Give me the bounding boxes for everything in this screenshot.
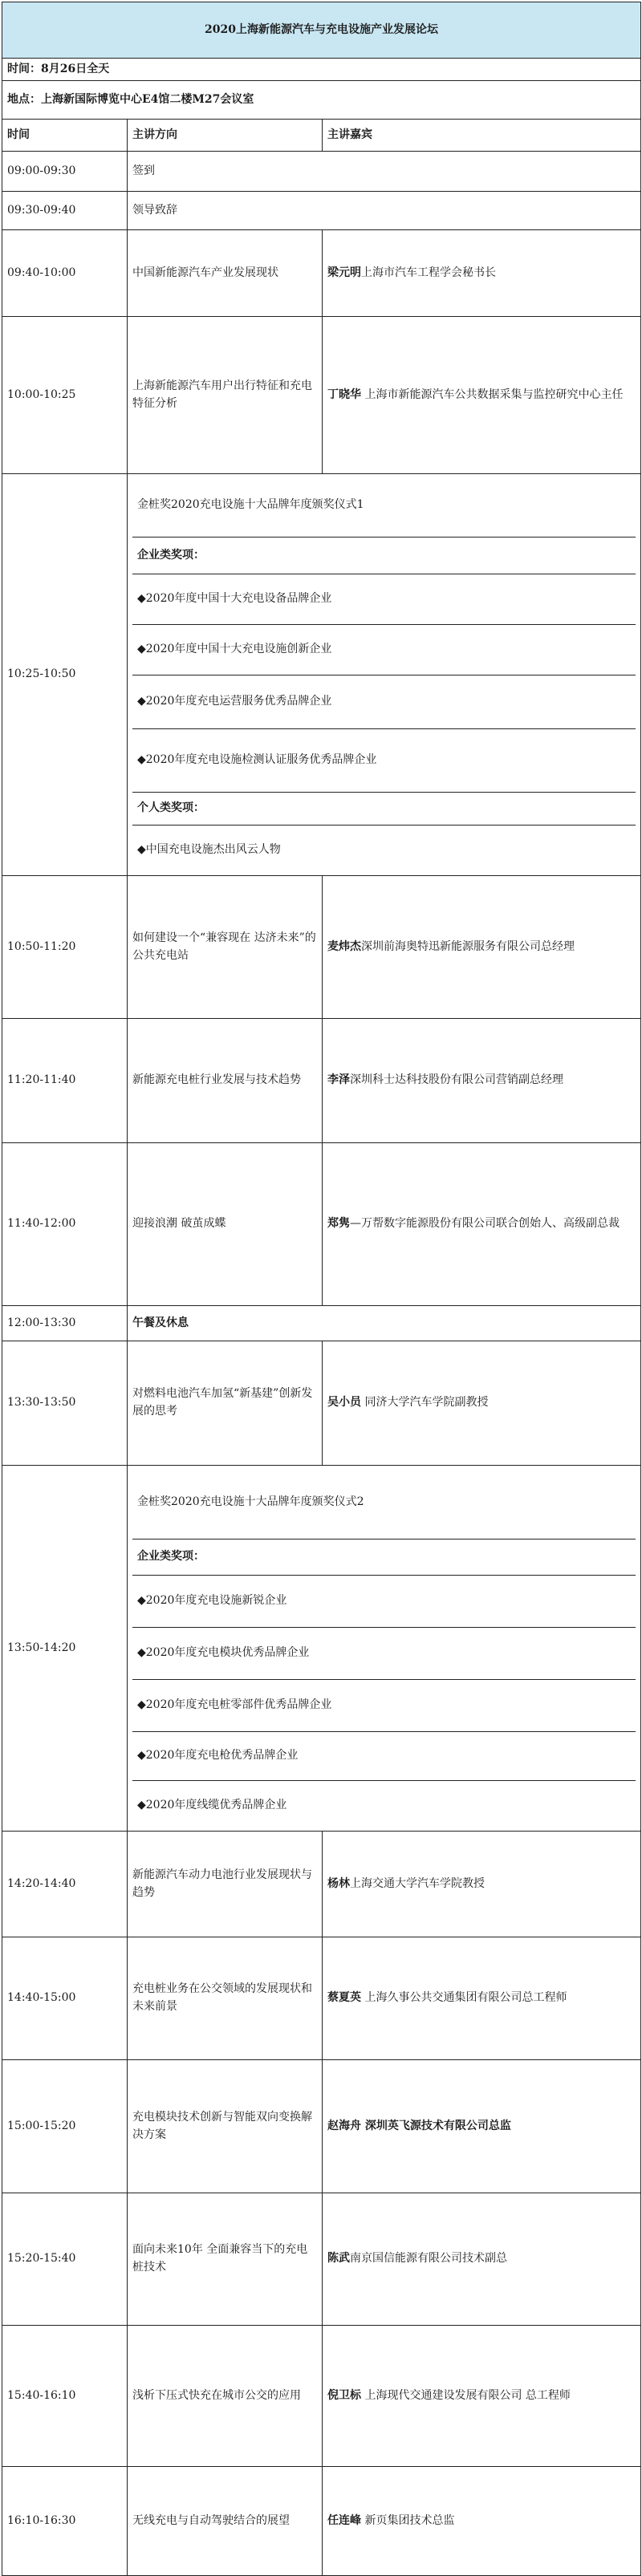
slot-topic: 新能源充电桩行业发展与技术趋势 (128, 1019, 323, 1143)
slot-topic: 中国新能源汽车产业发展现状 (128, 230, 323, 317)
speaker-name: 麦炜杰 (327, 939, 361, 953)
speaker-name: 吴小员 (327, 1396, 361, 1410)
award-ceremony-2 (128, 1466, 641, 1832)
speaker-name: 郑隽 (327, 1217, 350, 1231)
ceremony-title: 金桩奖2020充电设施十大品牌年度颁奖仪式2 (132, 1466, 636, 1540)
slot-time: 10:00-10:25 (2, 317, 128, 474)
table-row (2, 1341, 641, 1466)
award-ceremony-1 (128, 474, 641, 876)
award-item: ◆2020年度充电运营服务优秀品牌企业 (132, 675, 636, 729)
event-time: 时间：8月26日全天 (2, 59, 641, 81)
venue-info-row (2, 81, 641, 120)
forum-title: 2020上海新能源汽车与充电设施产业发展论坛 (2, 2, 641, 59)
title-row (2, 2, 641, 59)
table-row (2, 1466, 641, 1832)
slot-time: 14:20-14:40 (2, 1832, 128, 1937)
speaker-title: 上海久事公共交通集团有限公司总工程师 (364, 1991, 567, 2005)
table-row (2, 1937, 641, 2060)
slot-topic: 上海新能源汽车用户出行特征和充电特征分析 (128, 317, 323, 474)
award-item: ◆2020年度充电枪优秀品牌企业 (132, 1732, 636, 1781)
table-row (2, 1143, 641, 1306)
slot-topic: 对燃料电池汽车加氢“新基建”创新发展的思考 (128, 1341, 323, 1466)
slot-time: 13:30-13:50 (2, 1341, 128, 1466)
slot-speaker (323, 876, 641, 1019)
award-item: ◆2020年度充电桩零部件优秀品牌企业 (132, 1680, 636, 1732)
speaker-name: 陈武 (327, 2252, 350, 2266)
slot-time: 15:00-15:20 (2, 2060, 128, 2193)
slot-topic: 新能源汽车动力电池行业发展现状与趋势 (128, 1832, 323, 1937)
table-row (2, 2060, 641, 2193)
enterprise-awards-label: 企业类奖项： (132, 538, 636, 574)
award-item: ◆2020年度充电设施新锐企业 (132, 1576, 636, 1628)
speaker-title: 深圳英飞源技术有限公司总监 (364, 2119, 511, 2132)
slot-topic: 签到 (128, 152, 641, 192)
slot-time: 13:50-14:20 (2, 1466, 128, 1832)
speaker-title: 上海市新能源汽车公共数据采集与监控研究中心主任 (364, 387, 624, 401)
award-item: ◆2020年度充电模块优秀品牌企业 (132, 1628, 636, 1680)
speaker-name: 李泽 (327, 1073, 350, 1087)
ceremony-title: 金桩奖2020充电设施十大品牌年度颁奖仪式1 (132, 474, 636, 538)
slot-speaker (323, 1832, 641, 1937)
header-row (2, 120, 641, 152)
individual-awards-label: 个人类奖项： (132, 793, 636, 826)
speaker-name: 丁晓华 (327, 387, 361, 401)
speaker-name: 任连峰 (327, 2513, 361, 2527)
slot-speaker (323, 1143, 641, 1306)
table-row (2, 230, 641, 317)
table-row (2, 152, 641, 192)
slot-topic: 充电模块技术创新与智能双向变换解决方案 (128, 2060, 323, 2193)
slot-time: 15:20-15:40 (2, 2193, 128, 2326)
table-row (2, 192, 641, 230)
slot-topic: 迎接浪潮 破茧成蝶 (128, 1143, 323, 1306)
table-row (2, 1306, 641, 1341)
slot-time: 11:20-11:40 (2, 1019, 128, 1143)
slot-speaker (323, 317, 641, 474)
table-row (2, 474, 641, 876)
speaker-name: 梁元明 (327, 266, 361, 279)
speaker-title: 上海现代交通建设发展有限公司 总工程师 (364, 2388, 571, 2402)
slot-speaker (323, 2060, 641, 2193)
table-row (2, 2326, 641, 2467)
header-time: 时间 (2, 120, 128, 152)
slot-speaker (323, 1019, 641, 1143)
header-topic: 主讲方向 (128, 120, 323, 152)
award-item: ◆2020年度中国十大充电设施创新企业 (132, 625, 636, 675)
slot-time: 16:10-16:30 (2, 2467, 128, 2576)
speaker-title: 深圳前海奥特迅新能源服务有限公司总经理 (361, 939, 575, 953)
slot-topic: 充电桩业务在公交领域的发展现状和未来前景 (128, 1937, 323, 2060)
slot-time: 11:40-12:00 (2, 1143, 128, 1306)
slot-speaker (323, 2326, 641, 2467)
slot-topic: 无线充电与自动驾驶结合的展望 (128, 2467, 323, 2576)
speaker-title: 新页集团技术总监 (364, 2513, 455, 2527)
speaker-name: 倪卫标 (327, 2388, 361, 2402)
slot-time: 09:00-09:30 (2, 152, 128, 192)
speaker-title: 南京国信能源有限公司技术副总 (350, 2252, 507, 2266)
slot-time: 09:40-10:00 (2, 230, 128, 317)
slot-time: 10:50-11:20 (2, 876, 128, 1019)
table-row (2, 876, 641, 1019)
slot-speaker (323, 1937, 641, 2060)
time-info-row (2, 59, 641, 81)
slot-time: 14:40-15:00 (2, 1937, 128, 2060)
table-row (2, 1019, 641, 1143)
agenda-sheet (0, 2, 642, 2540)
slot-time: 15:40-16:10 (2, 2326, 128, 2467)
speaker-title: 上海交通大学汽车学院教授 (350, 1876, 485, 1890)
speaker-name: 赵海舟 (327, 2119, 361, 2132)
slot-speaker (323, 2193, 641, 2326)
table-row (2, 2193, 641, 2326)
table-row (2, 2467, 641, 2576)
event-venue: 地点：上海新国际博览中心E4馆二楼M27会议室 (2, 81, 641, 120)
enterprise-awards-label: 企业类奖项： (132, 1540, 636, 1576)
speaker-title: 深圳科士达科技股份有限公司营销副总经理 (350, 1073, 563, 1087)
speaker-title: —万帮数字能源股份有限公司联合创始人、高级副总裁 (350, 1217, 620, 1231)
slot-time: 12:00-13:30 (2, 1306, 128, 1341)
award-item: ◆2020年度充电设施检测认证服务优秀品牌企业 (132, 729, 636, 793)
slot-speaker (323, 2467, 641, 2576)
slot-topic: 领导致辞 (128, 192, 641, 230)
speaker-title: 上海市汽车工程学会秘书长 (361, 266, 496, 279)
slot-topic: 如何建设一个“兼容现在 达济未来”的公共充电站 (128, 876, 323, 1019)
slot-topic: 午餐及休息 (128, 1306, 641, 1341)
award-item: ◆中国充电设施杰出风云人物 (137, 843, 281, 857)
award-item: ◆2020年度中国十大充电设备品牌企业 (132, 574, 636, 625)
slot-time: 10:25-10:50 (2, 474, 128, 876)
header-speaker: 主讲嘉宾 (323, 120, 641, 152)
slot-topic: 浅析下压式快充在城市公交的应用 (128, 2326, 323, 2467)
slot-topic: 面向未来10年 全面兼容当下的充电桩技术 (128, 2193, 323, 2326)
slot-time: 09:30-09:40 (2, 192, 128, 230)
speaker-name: 蔡夏英 (327, 1991, 361, 2005)
table-row (2, 317, 641, 474)
table-row (2, 1832, 641, 1937)
speaker-name: 杨林 (327, 1876, 350, 1890)
award-item: ◆2020年度线缆优秀品牌企业 (137, 1799, 287, 1812)
speaker-title: 同济大学汽车学院副教授 (364, 1396, 489, 1410)
slot-speaker (323, 1341, 641, 1466)
slot-speaker (323, 230, 641, 317)
agenda-table (2, 2, 641, 2576)
